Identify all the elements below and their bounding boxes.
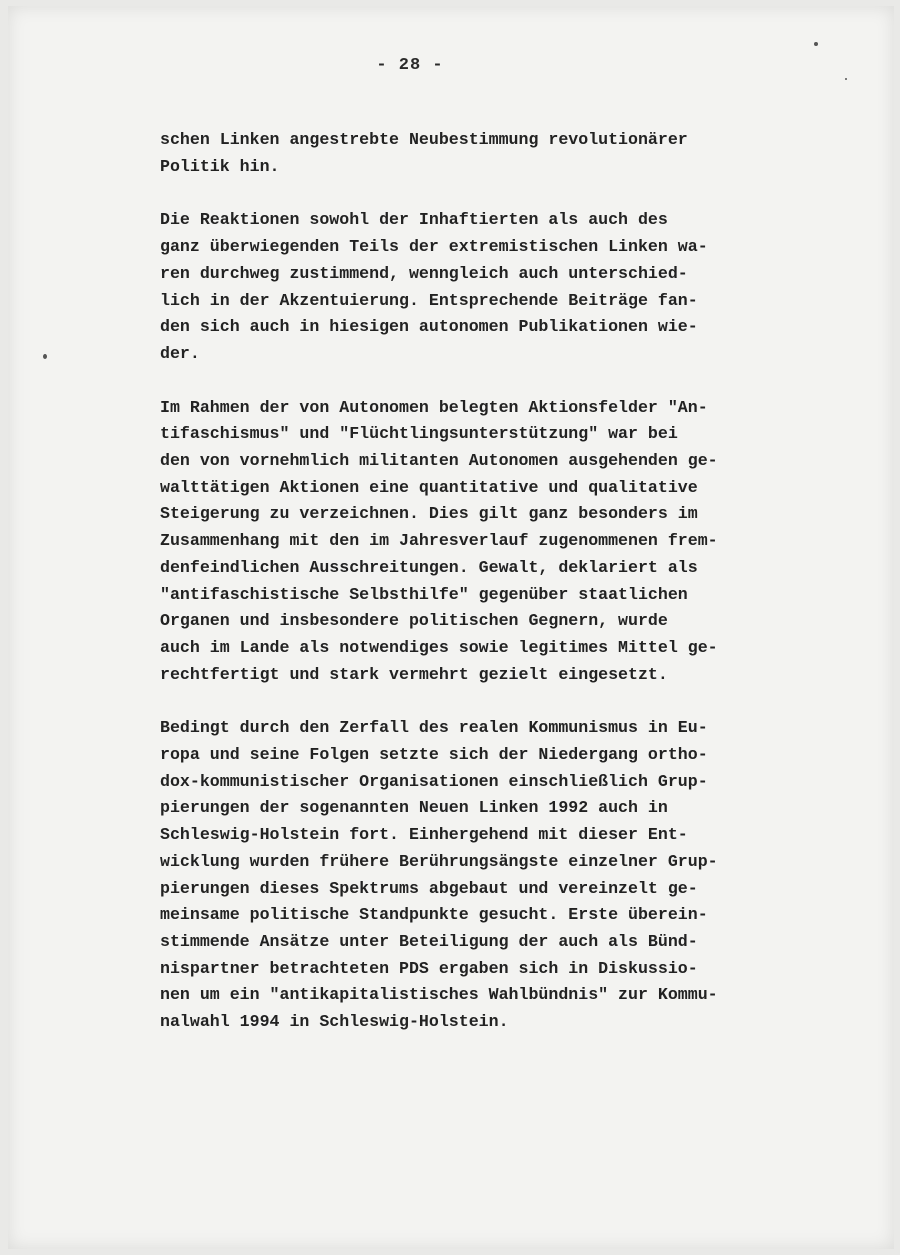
text-line: auch im Lande als notwendiges sowie legitimes Mittel ge- xyxy=(160,637,718,657)
text-line: stimmende Ansätze unter Beteiligung der auch als Bünd- xyxy=(160,931,698,951)
text-line: lich in der Akzentuierung. Entsprechende Beiträge fan- xyxy=(160,290,698,310)
text-line: wicklung wurden frühere Berührungsängste einzelner Grup- xyxy=(160,851,718,871)
document-body xyxy=(160,127,780,1063)
text-line: Die Reaktionen sowohl der Inhaftierten als auch des xyxy=(160,210,668,230)
paragraph xyxy=(160,395,780,689)
text-line: Organen und insbesondere politischen Gegnern, wurde xyxy=(160,611,668,631)
text-line: Schleswig-Holstein fort. Einhergehend mit dieser Ent- xyxy=(160,825,688,845)
text-line: "antifaschistische Selbsthilfe" gegenüber staatlichen xyxy=(160,584,688,604)
text-line: den von vornehmlich militanten Autonomen ausgehenden ge- xyxy=(160,451,718,471)
text-line: meinsame politische Standpunkte gesucht. Erste überein- xyxy=(160,905,708,925)
text-line: der. xyxy=(160,343,200,363)
text-line: tifaschismus" und "Flüchtlingsunterstützung" war bei xyxy=(160,424,678,444)
page-number: - 28 - xyxy=(376,56,444,75)
text-line: Bedingt durch den Zerfall des realen Kommunismus in Eu- xyxy=(160,718,708,738)
text-line: nalwahl 1994 in Schleswig-Holstein. xyxy=(160,1012,509,1032)
text-line: dox-kommunistischer Organisationen einschließlich Grup- xyxy=(160,771,708,791)
text-line: pierungen der sogenannten Neuen Linken 1992 auch in xyxy=(160,798,668,818)
text-line: ren durchweg zustimmend, wenngleich auch unterschied- xyxy=(160,263,688,283)
text-line: Zusammenhang mit den im Jahresverlauf zugenommenen frem- xyxy=(160,531,718,551)
text-line: den sich auch in hiesigen autonomen Publikationen wie- xyxy=(160,317,698,337)
text-line: nen um ein "antikapitalistisches Wahlbündnis" zur Kommu- xyxy=(160,985,718,1005)
text-line: pierungen dieses Spektrums abgebaut und vereinzelt ge- xyxy=(160,878,698,898)
scan-speck xyxy=(43,354,47,359)
scan-speck xyxy=(814,42,818,46)
paragraph xyxy=(160,207,780,367)
text-line: walttätigen Aktionen eine quantitative und qualitative xyxy=(160,477,698,497)
text-line: nispartner betrachteten PDS ergaben sich in Diskussio- xyxy=(160,958,698,978)
text-line: rechtfertigt und stark vermehrt gezielt eingesetzt. xyxy=(160,664,668,684)
text-line: Politik hin. xyxy=(160,156,280,176)
text-line: schen Linken angestrebte Neubestimmung revolutionärer xyxy=(160,130,688,149)
paragraph xyxy=(160,127,780,180)
text-line: ropa und seine Folgen setzte sich der Niedergang ortho- xyxy=(160,745,708,765)
text-line: Steigerung zu verzeichnen. Dies gilt ganz besonders im xyxy=(160,504,698,524)
paragraph xyxy=(160,715,780,1035)
scan-speck xyxy=(845,78,847,80)
text-line: ganz überwiegenden Teils der extremistischen Linken wa- xyxy=(160,237,708,257)
text-line: denfeindlichen Ausschreitungen. Gewalt, deklariert als xyxy=(160,557,698,577)
text-line: Im Rahmen der von Autonomen belegten Aktionsfelder "An- xyxy=(160,397,708,417)
